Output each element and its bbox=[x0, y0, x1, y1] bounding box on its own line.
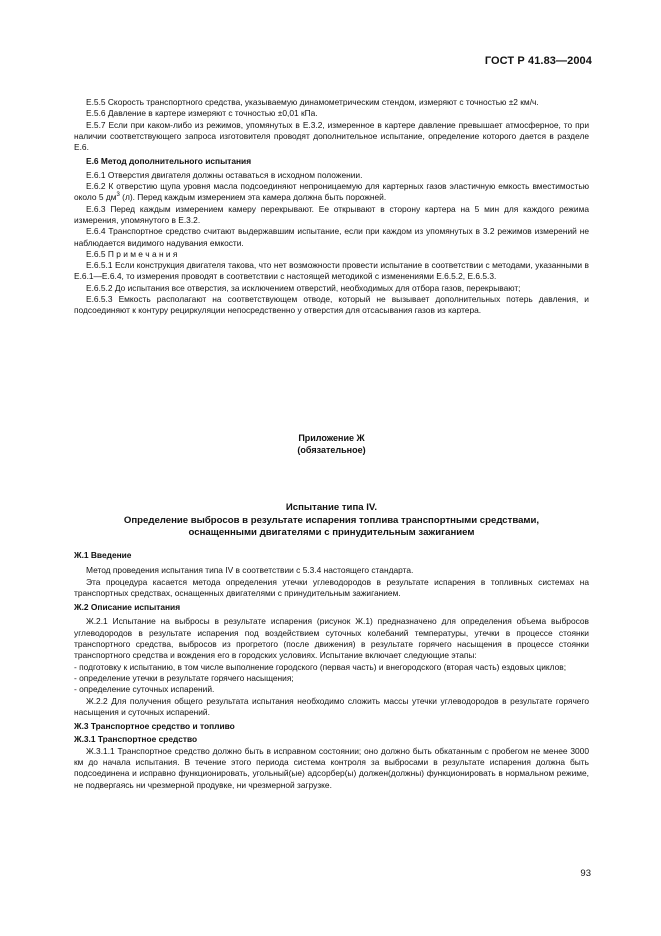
paragraph-e-5-7: Е.5.7 Если при каком-либо из режимов, упомянутых в Е.3.2, измеренное в картере давление превышает атмосферное, то при наличии соответствующего запроса изготовителя проводят дополнительное испытание, определение которого дается в разделе Е.6. bbox=[74, 119, 589, 153]
heading-zh-2: Ж.2 Описание испытания bbox=[74, 602, 181, 613]
list-item-2: - определение утечки в результате горячего насыщения; bbox=[74, 672, 294, 683]
paragraph-e-6-2-text-a: Е.6.2 К отверстию щупа уровня масла подсоединяют непроницаемую для картерных газов эластичную емкость вместимостью около 5 дм bbox=[74, 181, 589, 203]
section-e-block bbox=[74, 97, 589, 317]
paragraph-e-6-4: Е.6.4 Транспортное средство считают выдержавшим испытание, если при каждом из упомянутых в 3.2 режимов измерений не наблюдается видимого надувания емкости. bbox=[74, 226, 589, 248]
paragraph-zh-2-1: Ж.2.1 Испытание на выбросы в результате испарения (рисунок Ж.1) предназначено для определения объема выбросов углеводородов в результате испарения под воздействием суточных колебаний температуры, утечки в процессе стоянки транспортного средства, выбросов из прогретого (после движения) в результате горячего насыщения в процессе стоянки транспортного средства и вождения его в городских условиях. Испытание включает следующие этапы: bbox=[74, 616, 589, 661]
page-number: 93 bbox=[580, 868, 591, 879]
heading-zh-1: Ж.1 Введение bbox=[74, 550, 132, 560]
paragraph-e-5-5: Е.5.5 Скорость транспортного средства, указываемую динамометрическим стендом, измеряют с точностью ±2 км/ч. bbox=[86, 97, 539, 107]
paragraph-zh-3-1-1: Ж.3.1.1 Транспортное средство должно быть в исправном состоянии; оно должно быть обкатанным с пробегом не менее 3000 км до начала испытания. В течение этого периода система контроля за выбросами в результате испарения должна быть подсоединена и исправно функционировать, угольный(ые) адсорбер(ы) должен(должны) функционировать в нормальном режиме, не подвергаясь ни чрезмерной продувке, ни чрезмерной загрузке. bbox=[74, 745, 589, 790]
note-e-6-5-2: Е.6.5.2 До испытания все отверстия, за исключением отверстий, необходимых для отбора газов, перекрывают; bbox=[86, 282, 521, 293]
list-item-3: - определение суточных испарений. bbox=[74, 684, 215, 695]
paragraph-e-6-1: Е.6.1 Отверстия двигателя должны оставаться в исходном положении. bbox=[86, 169, 363, 180]
list-item-1: - подготовку к испытанию, в том числе выполнение городского (первая часть) и внегородского (вторая часть) ездовых циклов; bbox=[74, 661, 567, 672]
heading-zh-3: Ж.3 Транспортное средство и топливо bbox=[74, 721, 235, 732]
paragraph-zh-2-2: Ж.2.2 Для получения общего результата испытания необходимо сложить массы утечки углеводородов в результате горячего насыщения и суточных испарений. bbox=[74, 695, 589, 717]
paragraph-e-6-2-text-b: (л). Перед каждым измерением эта камера должна быть порожней. bbox=[119, 192, 387, 203]
note-e-6-5-3: Е.6.5.3 Емкость располагают на соответствующем отводе, который не вызывает дополнительных потерь давления, и подсоединяют к контуру рециркуляции непосредственно у отверстия для отсасывания газов из картера. bbox=[74, 294, 589, 316]
document-code-header: ГОСТ Р 41.83—2004 bbox=[484, 55, 592, 67]
section-zh-block bbox=[74, 550, 589, 791]
heading-e-6: Е.6 Метод дополнительного испытания bbox=[86, 156, 252, 167]
paragraph-zh-1-a: Метод проведения испытания типа IV в соответствии с 5.3.4 настоящего стандарта. bbox=[86, 565, 414, 576]
notes-label: Е.6.5 П р и м е ч а н и я bbox=[86, 248, 178, 259]
paragraph-e-6-2 bbox=[74, 181, 589, 204]
paragraph-e-6-3: Е.6.3 Перед каждым измерением камеру перекрывают. Ее открывают в сторону картера на 5 мин для каждого режима измерения, упомянутого в Е.3.2. bbox=[74, 203, 589, 225]
note-e-6-5-1: Е.6.5.1 Если конструкция двигателя такова, что нет возможности провести испытание в соответствии с методами, указанными в Е.6.1—Е.6.4, то измерения проводят в соответствии с настоящей методикой с изменениями Е.6.5.2, Е.6.5.3. bbox=[74, 260, 589, 282]
paragraph-zh-1-b: Эта процедура касается метода определения утечки углеводородов в результате испарения в топливных системах на транспортных средствах, оснащенных двигателями с принудительным зажиганием. bbox=[74, 576, 589, 598]
annex-title-line2: Определение выбросов в результате испарения топлива транспортными средствами, оснащенными двигателями с принудительным зажиганием bbox=[123, 514, 540, 539]
annex-label: Приложение Ж bbox=[298, 433, 365, 443]
heading-zh-3-1: Ж.3.1 Транспортное средство bbox=[74, 734, 198, 745]
annex-header-block bbox=[74, 432, 589, 456]
annex-status: (обязательное) bbox=[297, 445, 366, 455]
annex-title-line1: Испытание типа IV. bbox=[285, 502, 378, 513]
paragraph-e-6-2-superscript: 3 bbox=[116, 192, 120, 199]
annex-title-block bbox=[74, 502, 589, 540]
paragraph-e-5-6: Е.5.6 Давление в картере измеряют с точностью ±0,01 кПа. bbox=[86, 108, 318, 119]
